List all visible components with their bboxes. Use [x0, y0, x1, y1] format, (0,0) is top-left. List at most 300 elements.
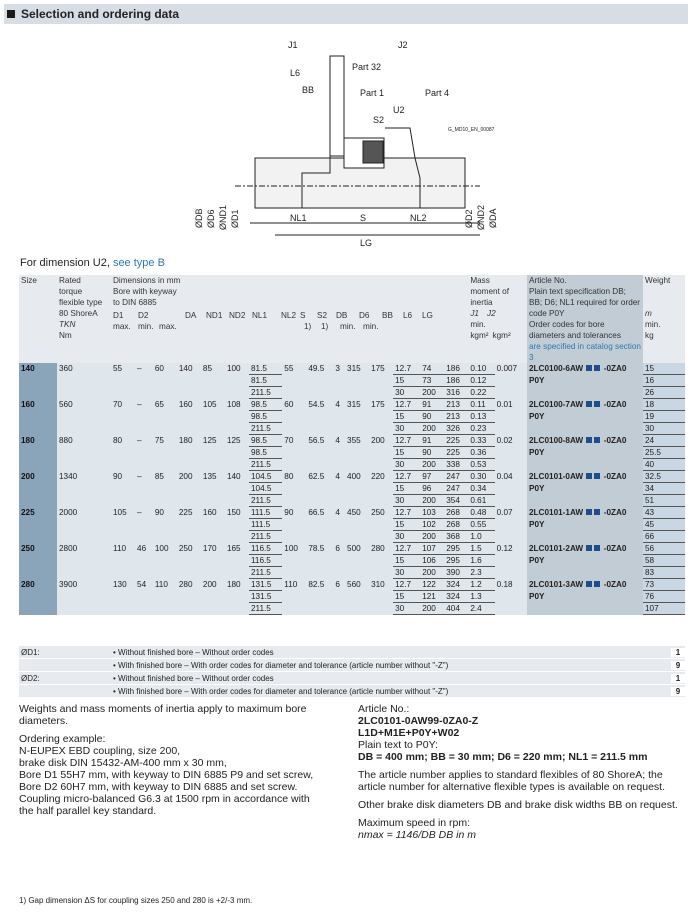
cell-article — [527, 435, 643, 447]
j2-unit: kgm² — [492, 331, 511, 340]
cell-empty — [282, 531, 306, 543]
cell-empty — [201, 567, 225, 579]
cell-nl1: 131.5 — [249, 579, 282, 591]
cell-empty — [201, 591, 225, 603]
hd-db-sub: min. — [340, 322, 356, 331]
cell-empty — [306, 555, 333, 567]
cell-empty — [345, 555, 369, 567]
cell-j2 — [495, 495, 527, 507]
cell-j1: 0.13 — [468, 411, 494, 423]
cell-j1: 0.61 — [468, 495, 494, 507]
article-note2: Order codes for bore diameters and tolerances — [529, 320, 621, 340]
cell-l6: 74 — [420, 363, 444, 375]
selection-table — [19, 275, 685, 615]
cell-nl1: 211.5 — [249, 423, 282, 435]
cell-bb: 15 — [393, 375, 420, 387]
cell-empty — [201, 519, 225, 531]
cell-size: 180 — [19, 435, 57, 447]
cell-empty — [135, 519, 153, 531]
cell-j2 — [495, 375, 527, 387]
cell-l6: 90 — [420, 447, 444, 459]
cell-p0y: P0Y — [527, 483, 643, 495]
cell-empty — [153, 483, 177, 495]
table-row — [19, 375, 685, 387]
cell-weight: 66 — [643, 531, 685, 543]
cell-nl1: 104.5 — [249, 483, 282, 495]
cell-empty — [111, 519, 135, 531]
cell-d2max: 110 — [153, 579, 177, 591]
cell-empty — [282, 591, 306, 603]
article-number: 2LC0101-3AW — [529, 579, 584, 589]
cell-nl1: 116.5 — [249, 543, 282, 555]
cell-empty — [333, 555, 345, 567]
hd-d2-max: max. — [159, 322, 177, 331]
hd-bb: BB — [382, 311, 393, 320]
cell-empty — [345, 567, 369, 579]
cell-nl2: 100 — [282, 543, 306, 555]
cell-nl1: 98.5 — [249, 447, 282, 459]
cell-d2min: – — [135, 435, 153, 447]
cell-empty — [369, 555, 393, 567]
cell-nl1: 211.5 — [249, 495, 282, 507]
cell-weight: 24 — [643, 435, 685, 447]
cell-j2 — [495, 591, 527, 603]
article-note-paragraph: The article number applies to standard flexibles of 80 ShoreA; the article number for alternative flexible types is available on request. — [358, 769, 665, 793]
cell-lg: 326 — [444, 423, 468, 435]
cell-lg: 186 — [444, 375, 468, 387]
cell-weight: 26 — [643, 387, 685, 399]
cell-j1: 1.0 — [468, 531, 494, 543]
hd-nd2: ND2 — [229, 311, 246, 320]
hd-d1: D1 — [113, 311, 124, 320]
cell-nl1: 131.5 — [249, 591, 282, 603]
table-row — [19, 555, 685, 567]
cell-empty — [282, 519, 306, 531]
placeholder-square-icon — [594, 437, 600, 443]
cell-empty — [306, 531, 333, 543]
cell-empty — [333, 567, 345, 579]
weight-m: m — [645, 309, 652, 318]
placeholder-square-icon — [594, 545, 600, 551]
cell-l6: 200 — [420, 603, 444, 615]
cell-article — [527, 507, 643, 519]
article-link[interactable]: are specified in catalog section 3 — [529, 342, 641, 362]
hd-d6-sub: min. — [363, 322, 379, 331]
cell-size — [19, 447, 57, 459]
cell-bb: 30 — [393, 459, 420, 471]
cell-empty — [57, 483, 111, 495]
cell-empty — [282, 447, 306, 459]
cell-nl1: 116.5 — [249, 555, 282, 567]
cell-size — [19, 423, 57, 435]
cell-empty — [57, 411, 111, 423]
cell-tkn: 2800 — [57, 543, 111, 555]
cell-empty — [527, 567, 643, 579]
cell-empty — [225, 531, 249, 543]
cell-empty — [225, 375, 249, 387]
hd-nl1: NL1 — [252, 311, 268, 320]
j2-label: J2 — [486, 309, 496, 318]
placeholder-square-icon — [586, 365, 592, 371]
cell-s2: 4 — [333, 435, 345, 447]
cell-nl1: 81.5 — [249, 363, 282, 375]
cell-bb: 30 — [393, 495, 420, 507]
cell-nd2: 100 — [225, 363, 249, 375]
table-row — [19, 531, 685, 543]
label-oda: ØDA — [488, 208, 498, 228]
cell-empty — [177, 591, 201, 603]
cell-empty — [135, 603, 153, 615]
cell-nl1: 211.5 — [249, 531, 282, 543]
cell-empty — [527, 423, 643, 435]
cell-p0y: P0Y — [527, 375, 643, 387]
cell-l6: 73 — [420, 375, 444, 387]
cell-tkn: 1340 — [57, 471, 111, 483]
cell-l6: 200 — [420, 387, 444, 399]
cell-size — [19, 459, 57, 471]
cell-lg: 338 — [444, 459, 468, 471]
cell-nd1: 135 — [201, 471, 225, 483]
cell-empty — [177, 459, 201, 471]
cell-empty — [201, 375, 225, 387]
article-codes: L1D+M1E+P0Y+W02 — [358, 727, 460, 739]
coupling-drawing — [180, 28, 520, 258]
table-row — [19, 603, 685, 615]
hd-nd1: ND1 — [206, 311, 223, 320]
option-code: 1 — [671, 674, 685, 683]
cell-empty — [57, 531, 111, 543]
cell-empty — [135, 555, 153, 567]
cell-j1: 0.36 — [468, 447, 494, 459]
placeholder-square-icon — [586, 437, 592, 443]
cell-empty — [225, 519, 249, 531]
cell-j1: 0.12 — [468, 375, 494, 387]
cell-j1: 0.55 — [468, 519, 494, 531]
weight-min: min. — [645, 320, 661, 329]
cell-weight: 18 — [643, 399, 685, 411]
label-bb: BB — [302, 85, 315, 95]
cell-bb: 12.7 — [393, 543, 420, 555]
article-suffix: -0ZA0 — [603, 364, 627, 373]
cell-empty — [153, 495, 177, 507]
cell-empty — [111, 387, 135, 399]
cell-j1: 1.6 — [468, 555, 494, 567]
cell-empty — [111, 555, 135, 567]
cell-weight: 83 — [643, 567, 685, 579]
cell-size: 250 — [19, 543, 57, 555]
cell-empty — [57, 375, 111, 387]
cell-empty — [369, 411, 393, 423]
cell-l6: 91 — [420, 435, 444, 447]
cell-size — [19, 519, 57, 531]
placeholder-square-icon — [594, 581, 600, 587]
cell-d6: 175 — [369, 399, 393, 411]
table-body — [19, 363, 685, 615]
label-j1: J1 — [288, 40, 298, 50]
cell-nl1: 98.5 — [249, 411, 282, 423]
cell-empty — [369, 423, 393, 435]
cell-empty — [306, 603, 333, 615]
cell-empty — [333, 495, 345, 507]
cell-bb: 15 — [393, 447, 420, 459]
cell-empty — [135, 375, 153, 387]
cell-empty — [369, 531, 393, 543]
rated-label: Rated torque flexible type 80 ShoreA — [59, 276, 103, 318]
cell-tkn: 3900 — [57, 579, 111, 591]
cell-j2 — [495, 387, 527, 399]
cell-d2min: – — [135, 507, 153, 519]
label-part-32: Part 32 — [352, 62, 382, 72]
cell-l6: 106 — [420, 555, 444, 567]
cell-d2min: 54 — [135, 579, 153, 591]
cell-s: 66.5 — [306, 507, 333, 519]
bore-label: Bore with keyway to DIN 6885 — [113, 287, 177, 307]
cell-empty — [527, 495, 643, 507]
cell-empty — [135, 387, 153, 399]
cell-empty — [306, 459, 333, 471]
cell-j2 — [495, 411, 527, 423]
placeholder-square-icon — [586, 581, 592, 587]
cell-empty — [333, 519, 345, 531]
article-no-label: Article No.: — [358, 703, 410, 715]
cell-bb: 15 — [393, 555, 420, 567]
option-row — [19, 659, 685, 671]
cell-s2: 4 — [333, 507, 345, 519]
max-speed-formula: nmax = 1146/DB DB in m — [358, 829, 476, 841]
cell-nl1: 98.5 — [249, 399, 282, 411]
cell-empty — [135, 531, 153, 543]
cell-empty — [177, 495, 201, 507]
cell-d2max: 85 — [153, 471, 177, 483]
cell-empty — [369, 567, 393, 579]
option-row — [19, 685, 685, 697]
cell-article — [527, 471, 643, 483]
table-row — [19, 483, 685, 495]
cell-empty — [201, 411, 225, 423]
cell-p0y: P0Y — [527, 411, 643, 423]
article-number: 2LC0100-8AW — [529, 435, 584, 445]
table-row — [19, 495, 685, 507]
table-row — [19, 435, 685, 447]
cell-empty — [282, 423, 306, 435]
cell-j2 — [495, 555, 527, 567]
cell-nl1: 211.5 — [249, 459, 282, 471]
cell-d2max: 65 — [153, 399, 177, 411]
cell-s2: 6 — [333, 543, 345, 555]
cell-empty — [282, 495, 306, 507]
cell-j2 — [495, 423, 527, 435]
cell-l6: 91 — [420, 399, 444, 411]
cell-p0y: P0Y — [527, 591, 643, 603]
cell-empty — [177, 567, 201, 579]
cell-empty — [153, 603, 177, 615]
cell-empty — [57, 603, 111, 615]
cell-weight: 73 — [643, 579, 685, 591]
table-row — [19, 387, 685, 399]
cell-empty — [333, 591, 345, 603]
col-article — [527, 275, 643, 363]
cell-da: 225 — [177, 507, 201, 519]
cell-bb: 12.7 — [393, 471, 420, 483]
cell-db: 315 — [345, 399, 369, 411]
label-lg: LG — [360, 238, 373, 248]
cell-empty — [306, 483, 333, 495]
table-row — [19, 579, 685, 591]
cell-j2: 0.02 — [495, 435, 527, 447]
cell-empty — [153, 555, 177, 567]
article-suffix: -0ZA0 — [603, 435, 627, 445]
cell-weight: 58 — [643, 555, 685, 567]
cell-empty — [225, 603, 249, 615]
hd-da: DA — [185, 311, 197, 320]
cell-empty — [111, 603, 135, 615]
example-line: the half parallel key standard. — [19, 805, 157, 817]
cell-empty — [306, 447, 333, 459]
cell-empty — [369, 495, 393, 507]
see-type-b-link[interactable]: see type B — [112, 257, 165, 269]
cell-article — [527, 399, 643, 411]
cell-empty — [225, 591, 249, 603]
label-part-4: Part 4 — [425, 88, 450, 98]
cell-lg: 225 — [444, 447, 468, 459]
cell-empty — [333, 459, 345, 471]
cell-size — [19, 387, 57, 399]
table-row — [19, 567, 685, 579]
hd-l6: L6 — [403, 311, 413, 320]
cell-empty — [306, 387, 333, 399]
cell-article — [527, 363, 643, 375]
cell-weight: 40 — [643, 459, 685, 471]
cell-size: 280 — [19, 579, 57, 591]
label-od1: ØD1 — [230, 209, 240, 228]
label-ond1: ØND1 — [218, 204, 228, 230]
label-od6: ØD6 — [206, 209, 216, 228]
cell-empty — [225, 411, 249, 423]
placeholder-square-icon — [594, 401, 600, 407]
label-l6: L6 — [290, 68, 301, 78]
cell-empty — [306, 411, 333, 423]
cell-d1: 80 — [111, 435, 135, 447]
hd-d1-sub: max. — [113, 322, 131, 331]
cell-empty — [527, 603, 643, 615]
cell-nl1: 211.5 — [249, 567, 282, 579]
cell-empty — [177, 519, 201, 531]
cell-empty — [135, 495, 153, 507]
cell-j1: 0.10 — [468, 363, 494, 375]
cell-empty — [57, 591, 111, 603]
tkn-label: TKN — [59, 320, 76, 329]
example-line: Bore D2 60H7 mm, with keyway to DIN 6885 and set screw. — [19, 781, 298, 793]
cell-da: 200 — [177, 471, 201, 483]
table-row — [19, 507, 685, 519]
cell-nl1: 211.5 — [249, 603, 282, 615]
hd-nl2: NL2 — [281, 311, 297, 320]
cell-empty — [177, 483, 201, 495]
cell-article — [527, 579, 643, 591]
cell-nl1: 211.5 — [249, 387, 282, 399]
cell-empty — [369, 459, 393, 471]
cell-d1: 130 — [111, 579, 135, 591]
j1-min: min. — [470, 320, 486, 329]
cell-l6: 107 — [420, 543, 444, 555]
cell-da: 280 — [177, 579, 201, 591]
option-code: 9 — [671, 687, 685, 696]
cell-empty — [201, 495, 225, 507]
cell-empty — [57, 447, 111, 459]
cell-empty — [333, 483, 345, 495]
label-odb: ØDB — [194, 208, 204, 228]
hd-lg: LG — [422, 311, 433, 320]
weight-kg: kg — [645, 331, 654, 340]
cell-s: 54.5 — [306, 399, 333, 411]
cell-d1: 105 — [111, 507, 135, 519]
cell-bb: 30 — [393, 567, 420, 579]
j1-label: J1 — [470, 309, 479, 318]
cell-nl1: 111.5 — [249, 507, 282, 519]
cell-empty — [306, 423, 333, 435]
article-number: 2LC0101-0AW — [529, 471, 584, 481]
table-row — [19, 459, 685, 471]
article-no-value: 2LC0101-0AW99-0ZA0-Z — [358, 715, 479, 727]
option-text: • With finished bore – With order codes for diameter and tolerance (article number without "-Z") — [113, 660, 449, 670]
cell-l6: 102 — [420, 519, 444, 531]
cell-article — [527, 543, 643, 555]
cell-j2 — [495, 603, 527, 615]
cell-bb: 30 — [393, 387, 420, 399]
cell-bb: 15 — [393, 483, 420, 495]
cell-lg: 295 — [444, 555, 468, 567]
cell-j2 — [495, 567, 527, 579]
cell-empty — [527, 387, 643, 399]
cell-empty — [111, 591, 135, 603]
cell-lg: 354 — [444, 495, 468, 507]
cell-empty — [306, 519, 333, 531]
cell-nd1: 85 — [201, 363, 225, 375]
cell-j1: 0.23 — [468, 423, 494, 435]
option-code: 1 — [671, 648, 685, 657]
cell-lg: 225 — [444, 435, 468, 447]
option-code: 9 — [671, 661, 685, 670]
cell-empty — [135, 567, 153, 579]
cell-nd1: 200 — [201, 579, 225, 591]
notes-left — [19, 703, 339, 817]
cell-db: 355 — [345, 435, 369, 447]
cell-l6: 200 — [420, 423, 444, 435]
cell-weight: 51 — [643, 495, 685, 507]
article-suffix: -0ZA0 — [603, 471, 627, 481]
cell-j1: 0.48 — [468, 507, 494, 519]
option-row — [19, 672, 685, 684]
cell-s: 62.5 — [306, 471, 333, 483]
cell-d6: 220 — [369, 471, 393, 483]
cell-d2max: 90 — [153, 507, 177, 519]
hd-d2-min: min. — [138, 322, 154, 331]
label-ond2: ØND2 — [476, 204, 486, 230]
label-j2: J2 — [398, 40, 408, 50]
cell-empty — [345, 531, 369, 543]
cell-empty — [135, 591, 153, 603]
col-dimensions — [111, 275, 468, 363]
cell-nl2: 70 — [282, 435, 306, 447]
label-od2: ØD2 — [464, 209, 474, 228]
cell-d6: 200 — [369, 435, 393, 447]
cell-empty — [225, 567, 249, 579]
placeholder-square-icon — [594, 509, 600, 515]
plain-text-label: Plain text to P0Y: — [358, 739, 438, 751]
table-row — [19, 447, 685, 459]
cell-weight: 16 — [643, 375, 685, 387]
cell-empty — [57, 387, 111, 399]
